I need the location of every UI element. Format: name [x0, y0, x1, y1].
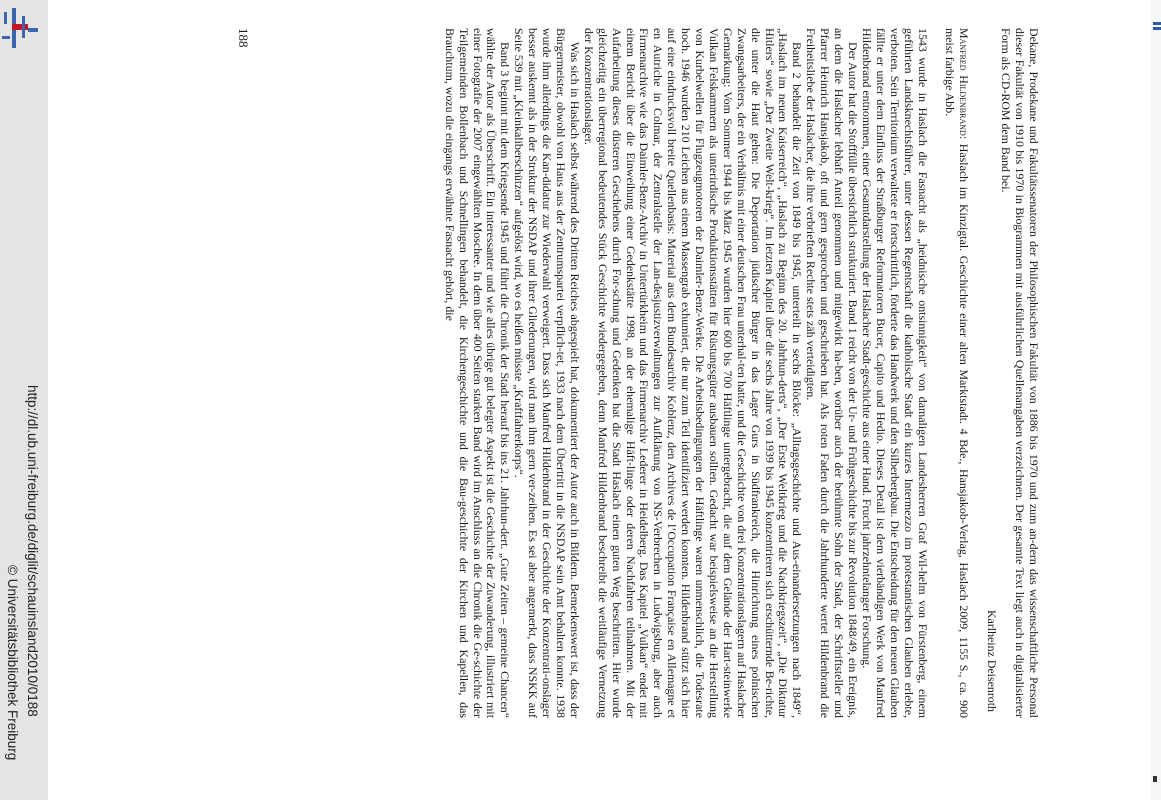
copyright-notice: © Universitätsbibliothek Freiburg [5, 565, 20, 761]
review-paragraph-5: Band 3 beginnt mit dem Kriegsende 1945 und führt die Chronik der Stadt herauf bis ins 21. Jahrhun-dert. „Gute Zeiten – gemeine Chancen“ wählte der Autor als Überschrift. Ein interessanter und wie alles übrige gut belegter Aspekt ist die Geschichte der Zuwanderung, illustriert mit einer Fotografie der 2007 eingewählten Moschee. In dem über 400 Seiten starken Band wird im Anschluss an die Chronik die Ge-schichte der Teilgemeinden Bollenbach und Schnellingen behandelt, die Kirchengeschichte und die Bau-geschichte der Kirchen und Kapellen, das Brauchtum, wozu die eingangs erwähnte Fasnacht gehört, die [442, 28, 513, 718]
source-url-link[interactable]: http://dl.ub.uni-freiburg.de/diglit/schauinsland2010/0188 [25, 385, 40, 717]
university-logo-icon [0, 6, 40, 50]
review-paragraph-4: Was sich in Haslach selbst während des Dritten Reiches abgespielt hat, dokumentiert der Autor auch in Bildern. Bemerkenswert ist, dass der Bürgermeister, obwohl von Haus aus der Zentrumspartei verpflich-tet, 1933 nach dem Übertritt in die NSDAP sein Amt behalten konnte. 1938 wurde ihm allerdings die Kan-didatur zur Wiederwahl verweigert. Dass sich Manfred Hildenbrand in der Geschichte der Konzentrati-onslager besser auskennt als in der Struktur der NSDAP und ihrer Gliederungen, wird man ihm gern ver-zeihen. Es sei aber angemerkt, dass NSKK auf Seite 539 mit „Kleinkaliberschützen“ aufgelöst wird, wo es heißen müsste „Kraftfahrerkorps“. [512, 28, 582, 718]
viewer-sidebar [0, 0, 48, 800]
page-number: 188 [236, 28, 251, 48]
reviewer-signature: Karlheinz Deisenroth [985, 609, 1000, 712]
review-book-details: : Haslach im Kinzigtal. Geschichte einer alten Marktstadt. 4 Bde., Hansjakob-Verlag, Haslach 2009, 1155 S., ca. 900 meist farbige Abb. [943, 28, 972, 719]
review-header [943, 28, 971, 718]
rotated-book-page [120, 28, 1040, 718]
review-paragraph-1: 1543 wurde in Haslach die Fasnacht als „heidnische ontsinnigkeit“ von damaligen Landesherren Graf Wil-helm von Fürstenberg, einem geführten Landsknechtsführer, unter dessen Regentschaft die katholische Stadt ein kurzes Intermezzo im protestantischen Glauben erlebte, verboten. Sein Territorium verwaltete er fortschrittlich, förderte das Handwerk und den Silberbergbau. Die Entscheidung für den neuen Glauben fällte er unter dem Einfluss der Straßburger Reformatoren Bucer, Capito und Hedio. Dieses Detail ist dem vierbändigen Werk von Manfred Hildenbrand entnommen, einer Gesamtdarstellung der Haslacher Stadt-geschichte aus einer Hand. Frucht jahrzehntelanger Forschung. [859, 28, 930, 718]
review-author: Manfred Hildenbrand [957, 28, 972, 136]
review-continuation-paragraph: Dekane, Prodekane und Fakultätssenatoren der Philosophischen Fakultät von 1886 bis 1970 und zum an-dern das wissenschaftliche Personal dieser Fakultät von 1910 bis 1970 in Biogrammen mit ausführlichen Quellenangaben verzeichnen. Der gesamte Text liegt auch in digitalisierter Form als CD-ROM dem Band bei. [999, 28, 1041, 718]
scanned-page-area [95, 0, 1155, 800]
review-paragraph-3: Band 2 behandelt die Zeit von 1849 bis 1945, unterteilt in sechs Blöcke: „Alltagsgeschichte und Aus-einandersetzungen nach 1849“, „Haslach im neuen Kaiserreich“, „Haslach zu Beginn des 20. Jahrhun-derts“, „Der Erste Weltkrieg und die Nachkriegszeit“, „Die Diktatur Hitlers“ sowie „Der Zweite Welt-krieg“. Im letzten Kapitel über die sechs Jahre von 1939 bis 1945 konzentrieren sich erschütternde Be-richte, die unter die Haut gehen: Die Deportation jüdischer Bürger in das Lager Gurs in Südfrankreich, die Hinrichtung eines polnischen Zwangsarbeiters, der ein Verhältnis mit einer deutschen Frau unterhal-ten hatte, und die Geschichte von drei Konzentrationslagern auf Haslacher Gemarkung: Vom Sommer 1944 bis März 1945 wurden hier 600 bis 700 Häftlinge untergebracht, die auf dem Gelände der Hart-steinwerke Vulkan Felskammern als unterirdische Produktionsstätten für Rüstungsgüter ausbauen sollten. Gedacht war beispielsweise an die Herstellung von Kurbelwellen für Flugzeugmotoren der Daimler-Benz-Werke. Die Arbeitsbedingungen der Häftlinge waren unmenschlich, die Todesrate hoch. 1946 wurden 210 Leichen aus einem Massengrab exhumiert, die nur zum Teil identifiziert werden konnten. Hildenbrand stützt sich hier auf eine eindrucksvoll breite Quellenbasis: Material aus dem Bundesarchiv Koblenz, den Archives de l’Occupation Française en Allemagne et en Autriche in Colmar, der Zentralstelle der Lan-desjustizverwaltungen zur Aufklärung von NS-Verbrechen in Ludwigsburg, aber auch Firmenarchive wie das Daimler-Benz-Archiv in Untertürkheim und das Firmenarchiv Lederer in Heidelberg. Das Kapitel „Vulkan“ endet mit einem Bericht über die Einweihung einer Gedenkstätte 1998, an der ehemalige Häft-linge oder deren Nachfahren teilnahmen. Mit der Aufarbeitung dieses düsteren Geschehens durch For-schung und Gedenken hat die Stadt Haslach einen guten Weg beschritten. Hier wurde gleichzeitig ein überregional bedeutendes Stück Geschichte wiedergegeben, denn Manfred Hildenbrand beschreibt die weitläufige Vernetzung der Konzentrationslager. [581, 28, 805, 718]
review-paragraph-2: Der Autor hat die Stofffülle übersichtlich strukturiert. Band 1 reicht von der Ur- und Frühgeschichte bis zur Revolution 1848/49, ein Ereignis, an dem die Haslacher lebhaft Anteil genommen und mitgewirkt ha-ben, worüber auch der berühmte Sohn der Stadt, der Schriftsteller und Pfarrer Heinrich Hansjakob, oft und gern gesprochen und geschrieben hat. Als roten Faden durch die Jahrhunderte wertet Hildenbrand die Freiheitsliebe der Haslacher, die ihre verbrieften Rechte stets zäh verteidigten. [804, 28, 861, 718]
